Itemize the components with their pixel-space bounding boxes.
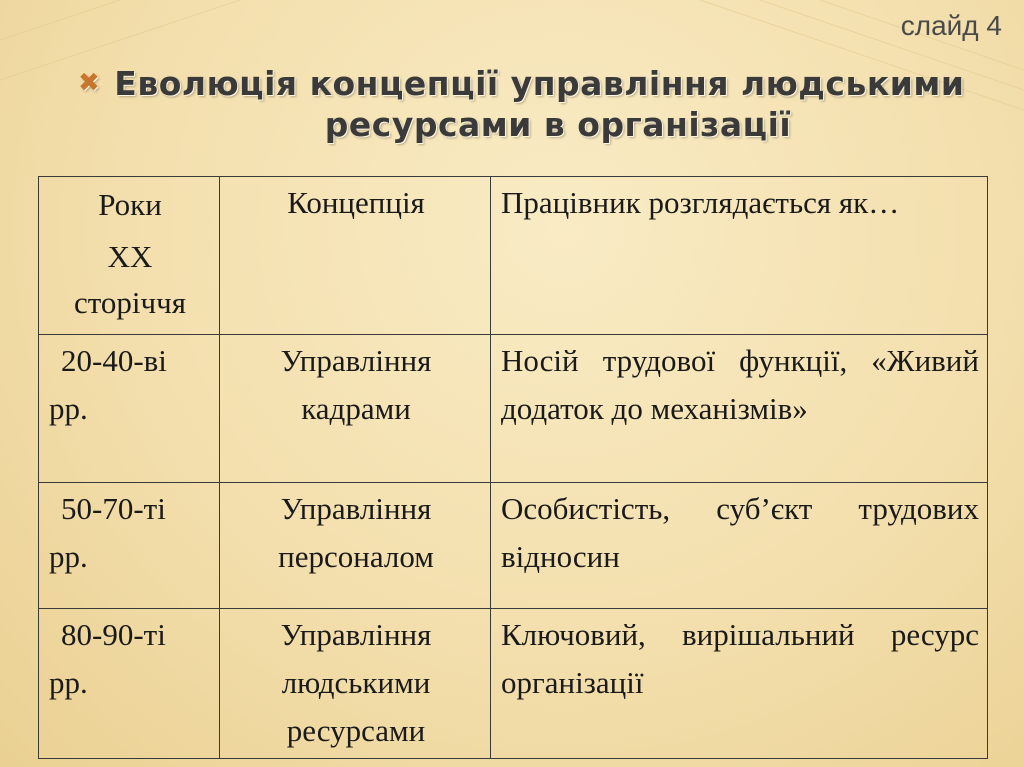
row-worker-text: Особистість, суб’єкт трудових відносин xyxy=(501,491,979,574)
header-years xyxy=(39,177,220,335)
concept-evolution-table xyxy=(38,176,988,759)
row-years xyxy=(39,483,220,609)
table-row xyxy=(39,335,988,483)
row-years-line: рр. xyxy=(49,391,88,426)
slide-title xyxy=(78,64,978,144)
header-worker-text: Працівник розглядається як… xyxy=(501,185,900,220)
row-years-line: рр. xyxy=(49,665,88,700)
table-row xyxy=(39,483,988,609)
header-years-line: сторіччя xyxy=(74,285,186,320)
row-concept xyxy=(220,609,491,759)
row-worker-text: Носій трудової функції, «Живий додаток до механізмів» xyxy=(501,343,979,426)
row-worker-text: Ключовий, вирішальний ресурс організації xyxy=(501,617,979,700)
row-worker xyxy=(491,483,988,609)
bullet-x-icon: ✖ xyxy=(78,68,101,98)
table-row xyxy=(39,609,988,759)
row-years-line: 50-70-ті xyxy=(61,491,166,526)
header-years-line: XX xyxy=(107,239,153,274)
row-concept xyxy=(220,335,491,483)
row-years-line: 20-40-ві xyxy=(61,343,167,378)
header-worker xyxy=(491,177,988,335)
header-years-line: Роки xyxy=(98,187,162,222)
slide-number: слайд 4 xyxy=(900,10,1002,41)
row-years xyxy=(39,335,220,483)
row-worker xyxy=(491,335,988,483)
row-concept-line: людськими xyxy=(281,665,431,700)
row-years-line: 80-90-ті xyxy=(61,617,166,652)
row-concept-line: Управління xyxy=(280,343,432,378)
header-concept xyxy=(220,177,491,335)
header-concept-text: Концепція xyxy=(287,185,425,220)
row-concept-line: Управління xyxy=(280,491,432,526)
table-header-row xyxy=(39,177,988,335)
row-years xyxy=(39,609,220,759)
title-line-2: ресурсами в організації xyxy=(324,105,792,144)
row-concept-line: персоналом xyxy=(278,539,434,574)
row-concept-line: Управління xyxy=(280,617,432,652)
title-line-1: Еволюція концепції управління людськими xyxy=(114,64,965,103)
row-concept xyxy=(220,483,491,609)
row-concept-line: ресурсами xyxy=(286,713,426,748)
row-worker xyxy=(491,609,988,759)
row-concept-line: кадрами xyxy=(301,391,411,426)
row-years-line: рр. xyxy=(49,539,88,574)
